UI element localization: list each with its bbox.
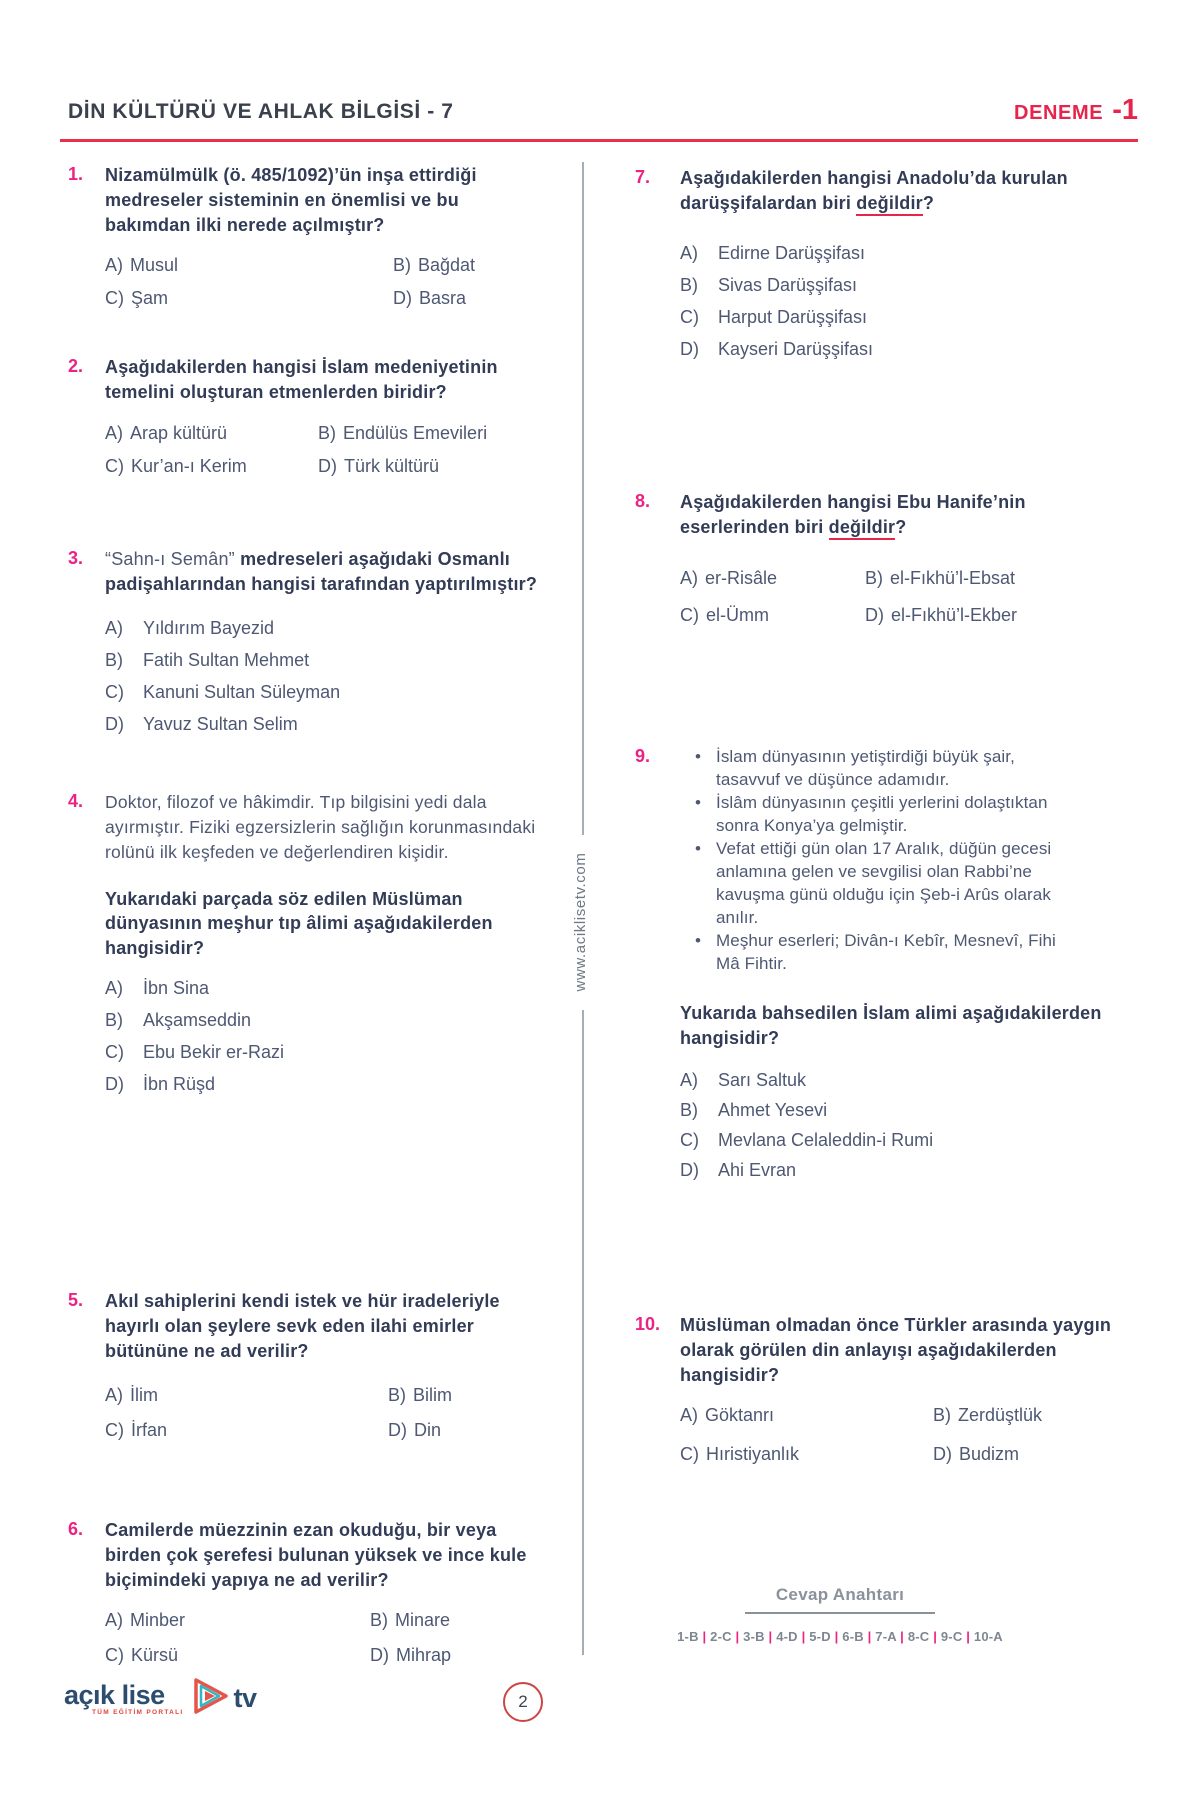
option-d: D) Yavuz Sultan Selim <box>105 713 298 734</box>
question-stem: Aşağıdakilerden hangisi İslam medeniyetinin temelini oluşturan etmenlerden biridir? <box>105 357 498 402</box>
logo-word-tv: tv <box>233 1683 257 1713</box>
underlined-word: değildir <box>856 193 923 216</box>
answer-entry: 1-B | <box>677 1629 710 1644</box>
brand-logo <box>64 1674 257 1723</box>
question-number: 1. <box>68 164 84 184</box>
play-icon <box>188 1674 232 1723</box>
options <box>105 1608 540 1667</box>
clue-list <box>680 745 1082 975</box>
answer-entry: 9-C | <box>941 1629 974 1644</box>
question-3 <box>68 547 540 745</box>
option-d: D) Mihrap <box>370 1645 452 1666</box>
option-a: A) İbn Sina <box>105 978 210 999</box>
question-7 <box>635 166 1130 370</box>
option-a: A) Göktanrı <box>680 1405 775 1426</box>
answer-key-title: Cevap Anahtarı <box>775 1585 905 1604</box>
option-a: A) Yıldırım Bayezid <box>105 617 275 638</box>
page-number-badge <box>503 1682 543 1722</box>
question-6 <box>68 1518 540 1667</box>
option-c: C) Hıristiyanlık <box>680 1444 800 1465</box>
exam-number: -1 <box>1112 94 1138 126</box>
answer-key <box>640 1585 1040 1644</box>
question-4 <box>68 790 540 1105</box>
question-9 <box>635 745 1130 1189</box>
options <box>680 242 1130 361</box>
option-c: C) Kur’an-ı Kerim <box>105 455 247 476</box>
options <box>105 421 540 478</box>
question-2 <box>68 355 540 478</box>
answer-key-rule <box>745 1612 935 1614</box>
logo-word-acik: açık <box>64 1679 115 1710</box>
question-stem: Müslüman olmadan önce Türkler arasında yaygın olarak görülen din anlayışı aşağıdakilerden hangisidir? <box>680 1315 1112 1385</box>
question-stem: Akıl sahiplerini kendi istek ve hür iradeleriyle hayırlı olan şeylere sevk eden ilahi emirler bütününe ne ad verilir? <box>105 1291 500 1361</box>
option-b: B) Endülüs Emevileri <box>318 422 488 443</box>
option-d: D) Ahi Evran <box>680 1159 797 1180</box>
question-number: 8. <box>635 491 651 511</box>
option-b: B) Sivas Darüşşifası <box>680 274 858 295</box>
option-a: A) Arap kültürü <box>105 422 228 443</box>
question-8 <box>635 490 1130 627</box>
answer-entry: 5-D | <box>809 1629 842 1644</box>
option-b: B) Fatih Sultan Mehmet <box>105 649 310 670</box>
option-a: A) er-Risâle <box>680 567 778 588</box>
options <box>680 1069 1130 1182</box>
question-stem: Nizamülmülk (ö. 485/1092)’ün inşa ettirdiği medreseler sisteminin en önemlisi ve bu bakımdan ilki nerede açılmıştır? <box>105 165 477 235</box>
question-number: 4. <box>68 791 84 811</box>
question-number: 2. <box>68 356 84 376</box>
option-d: D) Budizm <box>933 1444 1020 1465</box>
option-c: C) Mevlana Celaleddin-i Rumi <box>680 1129 934 1150</box>
exam-badge <box>1014 94 1138 127</box>
option-c: C) Ebu Bekir er-Razi <box>105 1042 285 1063</box>
option-b: B) Bağdat <box>393 255 476 276</box>
column-divider-bottom <box>582 1010 584 1655</box>
logo-word-lise: lise <box>121 1679 165 1710</box>
logo-wordmark <box>64 1679 184 1716</box>
option-d: D) el-Fıkhü’l-Ekber <box>865 604 1018 625</box>
option-d: D) İbn Rüşd <box>105 1074 216 1095</box>
option-a: A) Musul <box>105 255 179 276</box>
options <box>105 253 540 310</box>
answer-entry: 7-A | <box>875 1629 908 1644</box>
page-number: 2 <box>518 1692 528 1711</box>
answer-entry: 8-C | <box>908 1629 941 1644</box>
answer-entry: 2-C | <box>710 1629 743 1644</box>
question-stem: Aşağıdakilerden hangisi Anadolu’da kurulan darüşşifalardan biri değildir? <box>680 166 1130 216</box>
option-b: B) el-Fıkhü’l-Ebsat <box>865 567 1016 588</box>
option-a: A) Minber <box>105 1610 186 1631</box>
option-a: A) Sarı Saltuk <box>680 1069 807 1090</box>
watermark-url: www.aciklisetv.com <box>572 852 589 992</box>
option-c: C) Kürsü <box>105 1645 179 1666</box>
answer-entry: 3-B | <box>743 1629 776 1644</box>
options <box>105 1383 540 1442</box>
option-b: B) Bilim <box>388 1385 452 1406</box>
exam-label: DENEME <box>1014 102 1104 124</box>
clue-item: • İslâm dünyasının çeşitli yerlerini dolaştıktan sonra Konya’ya gelmiştir. <box>680 791 1082 837</box>
option-d: D) Basra <box>393 288 467 309</box>
option-c: C) Harput Darüşşifası <box>680 306 868 327</box>
column-divider-top <box>582 162 584 835</box>
option-b: B) Akşamseddin <box>105 1010 252 1031</box>
question-number: 9. <box>635 746 651 766</box>
answer-entry: 6-B | <box>842 1629 875 1644</box>
question-number: 3. <box>68 548 84 568</box>
options <box>680 566 1130 627</box>
option-c: C) el-Ümm <box>680 604 769 625</box>
underlined-word: değildir <box>829 517 896 540</box>
option-c: C) Kanuni Sultan Süleyman <box>105 681 341 702</box>
question-stem: “Sahn-ı Semân” medreseleri aşağıdaki Osmanlı padişahlarından hangisi tarafından yaptırılmıştır? <box>105 549 538 594</box>
option-a: A) Edirne Darüşşifası <box>680 242 866 263</box>
question-number: 6. <box>68 1519 84 1539</box>
option-b: B) Ahmet Yesevi <box>680 1099 828 1120</box>
stem-quote: “Sahn-ı Semân” <box>105 549 241 569</box>
page-title: DİN KÜLTÜRÜ VE AHLAK BİLGİSİ - 7 <box>68 100 454 123</box>
question-1 <box>68 163 540 310</box>
option-d: D) Türk kültürü <box>318 455 440 476</box>
options <box>105 617 540 736</box>
question-intro: Doktor, filozof ve hâkimdir. Tıp bilgisini yedi dala ayırmıştır. Fiziki egzersizlerin sağlığın korunmasındaki rolünü ilk keşfeden ve değerlendiren kişidir. <box>105 792 536 862</box>
answer-entry: 10-A <box>973 1629 1003 1644</box>
question-stem: Yukarıdaki parçada söz edilen Müslüman dünyasının meşhur tıp âlimi aşağıdakilerden hangisidir? <box>105 888 493 959</box>
option-c: C) Şam <box>105 288 169 309</box>
question-number: 5. <box>68 1290 84 1310</box>
question-10 <box>635 1313 1130 1466</box>
option-a: A) İlim <box>105 1385 158 1406</box>
option-c: C) İrfan <box>105 1420 168 1441</box>
clue-item: • Vefat ettiği gün olan 17 Aralık, düğün gecesi anlamına gelen ve sevgilisi olan Rabbi’ne kavuşma günü olduğu için Şeb-i Arûs olarak anılır. <box>680 837 1082 929</box>
clue-item: • Meşhur eserleri; Divân-ı Kebîr, Mesnevî, Fihi Mâ Fihtir. <box>680 929 1082 975</box>
option-b: B) Zerdüştlük <box>933 1405 1043 1426</box>
answer-entry: 4-D | <box>776 1629 809 1644</box>
logo-tagline: TÜM EĞİTİM PORTALI <box>92 1708 184 1716</box>
question-number: 10. <box>635 1314 661 1334</box>
option-b: B) Minare <box>370 1610 451 1631</box>
question-stem: Yukarıda bahsedilen İslam alimi aşağıdakilerden hangisidir? <box>680 1003 1102 1048</box>
question-stem: Camilerde müezzinin ezan okuduğu, bir veya birden çok şerefesi bulunan yüksek ve ince kule biçimindeki yapıya ne ad verilir? <box>105 1520 527 1590</box>
clue-item: • İslam dünyasının yetiştirdiği büyük şair, tasavvuf ve düşünce adamıdır. <box>680 745 1082 791</box>
header-rule <box>60 139 1138 142</box>
options <box>680 1403 1130 1466</box>
option-d: D) Kayseri Darüşşifası <box>680 338 874 359</box>
answer-key-entries <box>640 1629 1040 1644</box>
options <box>105 977 540 1096</box>
question-number: 7. <box>635 167 651 187</box>
question-stem: Aşağıdakilerden hangisi Ebu Hanife’nin eserlerinden biri değildir? <box>680 490 1130 540</box>
option-d: D) Din <box>388 1420 442 1441</box>
question-5 <box>68 1289 540 1442</box>
